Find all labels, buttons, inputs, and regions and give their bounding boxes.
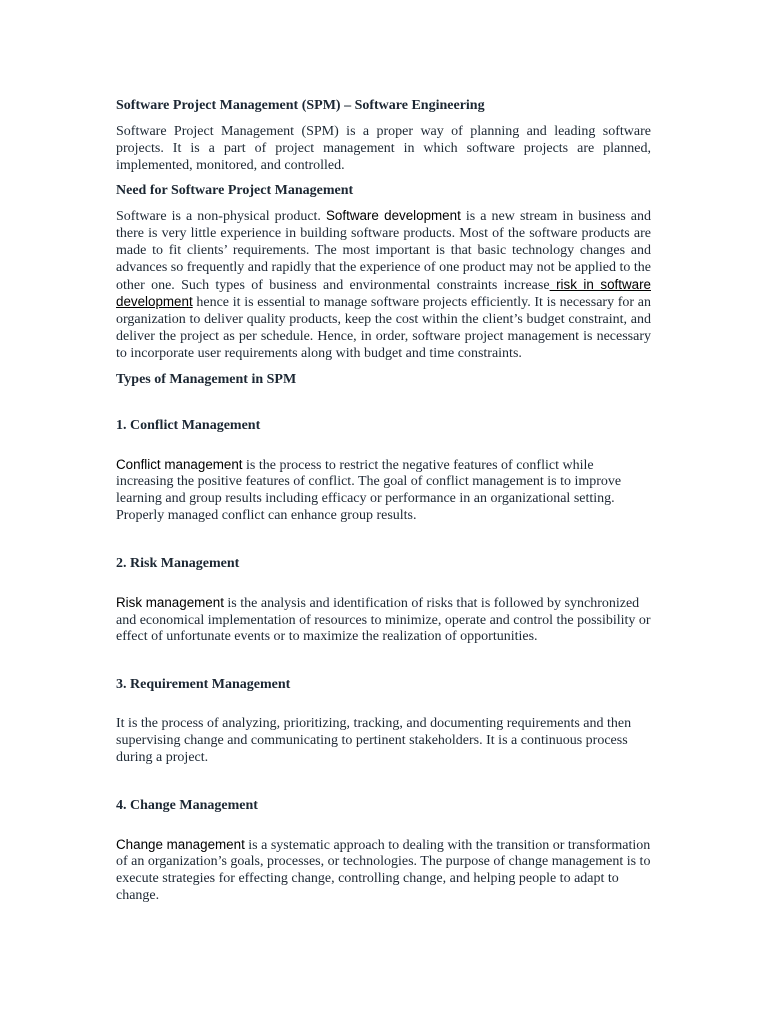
change-management-link[interactable]: Change management	[116, 836, 245, 852]
need-text-end: hence it is essential to manage software projects efficiently. It is necessary for an organization to deliver quality products, keep the cost within the client’s budget constraint, and deliver the project as per schedule. Hence, in order, software project management is necessary to incorporate user requirements along with budget and time constraints.	[116, 295, 651, 361]
document-title: Software Project Management (SPM) – Software Engineering	[116, 98, 485, 113]
intro-paragraph: Software Project Management (SPM) is a proper way of planning and leading software projects. It is a part of project management in which software projects are planned, implemented, monitored, and controlled.	[116, 124, 651, 173]
conflict-management-link[interactable]: Conflict management	[116, 456, 243, 472]
need-heading: Need for Software Project Management	[116, 183, 354, 199]
risk-body: is the analysis and identification of risks that is followed by synchronized and economical implementation of resources to minimize, operate and control the possibility or effect of unfortunate events or to maximize the realization of opportunities.	[116, 595, 651, 645]
section-paragraph-conflict	[116, 457, 651, 525]
document-page	[116, 97, 651, 905]
types-heading: Types of Management in SPM	[116, 371, 297, 387]
need-paragraph	[116, 208, 651, 362]
section-paragraph-requirement: It is the process of analyzing, prioritizing, tracking, and documenting requirements and then supervising change and communicating to pertinent stakeholders. It is a continuous process during a project.	[116, 716, 632, 765]
need-text-mid: is a new stream in business and there is very little experience in building software products. Most of the software products are made to fit clients’ requirements. The most important is that basic technology changes and advances so frequently and rapidly that the experience of one product may not be applied to the other one. Such types of business and environmental constraints increase	[116, 209, 651, 293]
risk-management-link[interactable]: Risk management	[116, 594, 224, 610]
section-paragraph-risk	[116, 595, 651, 646]
section-heading-conflict: 1. Conflict Management	[116, 417, 261, 433]
software-development-link[interactable]: Software development	[326, 208, 461, 224]
risk-in-software-development-link[interactable]: risk in software development	[116, 276, 651, 310]
section-heading-risk: 2. Risk Management	[116, 555, 240, 571]
conflict-body: is the process to restrict the negative features of conflict while increasing the positive features of conflict. The goal of conflict management is to improve learning and group results including efficacy or performance in an organizational setting. Properly managed conflict can enhance group results.	[116, 457, 622, 523]
section-heading-change: 4. Change Management	[116, 797, 258, 813]
change-body: is a systematic approach to dealing with the transition or transformation of an organization’s goals, processes, or technologies. The purpose of change management is to execute strategies for effecting change, controlling change, and helping people to adapt to change.	[116, 837, 651, 903]
section-paragraph-change	[116, 837, 651, 905]
need-text-start: Software is a non-physical product.	[116, 209, 326, 225]
section-heading-requirement: 3. Requirement Management	[116, 677, 291, 693]
